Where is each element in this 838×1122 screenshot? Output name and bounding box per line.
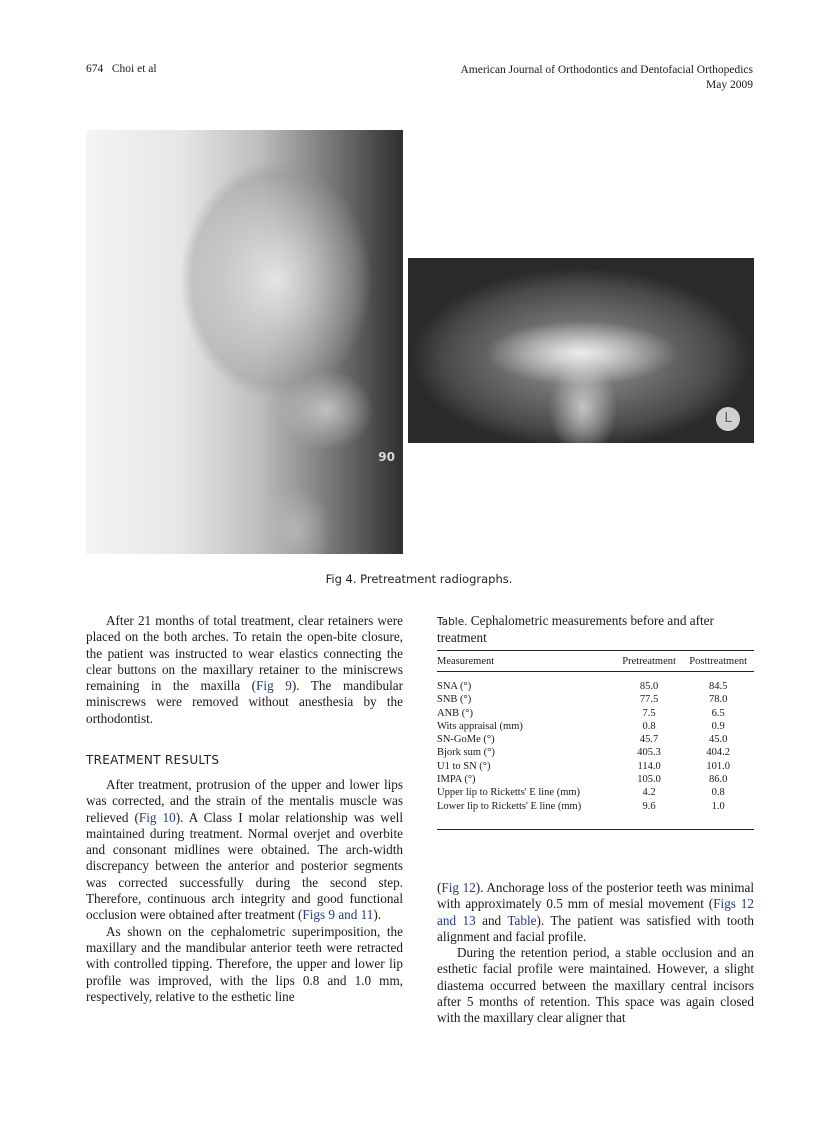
fig-10-link[interactable]: Fig 10: [138, 809, 176, 825]
journal-name: American Journal of Orthodontics and Dentofacial Orthopedics: [460, 64, 753, 76]
header-measurement: Measurement: [437, 656, 495, 667]
table-row: ANB (°) 7.5 6.5: [437, 707, 725, 719]
cephalometric-radiograph: [86, 130, 403, 554]
running-header-left: [86, 63, 157, 75]
table-row: Bjork sum (°) 405.3 404.2: [437, 747, 730, 759]
pano-marker: L: [716, 407, 740, 431]
left-column-top: [86, 613, 403, 727]
paragraph-superimposition: As shown on the cephalometric superimposition, the maxillary and the mandibular anterior teeth were retracted with controlled tipping. Therefore, the upper and lower lip profile was improved, with the lips 0.8 and 1.0 mm, respectively, relative to the esthetic line: [86, 923, 403, 1004]
cephalometric-table: [437, 650, 754, 819]
table-row: Lower lip to Ricketts' E line (mm) 9.6 1.0: [437, 800, 725, 812]
issue-date: May 2009: [706, 78, 753, 91]
ceph-marker: 90: [378, 450, 395, 464]
section-heading: TREATMENT RESULTS: [86, 753, 220, 767]
running-header-right: [460, 63, 753, 92]
page-number: 674: [86, 63, 104, 75]
table-row: SNA (°) 85.0 84.5: [437, 681, 728, 692]
table-row: U1 to SN (°) 114.0 101.0: [437, 760, 730, 772]
author-line: Choi et al: [111, 63, 157, 75]
table-link[interactable]: Table: [507, 912, 537, 928]
table-row: Wits appraisal (mm) 0.8 0.9: [437, 720, 725, 732]
paragraph-results: After treatment, protrusion of the upper and lower lips was corrected, and the strain of the mentalis muscle was relieved (Fig 10). A Class I molar relationship was well maintained during treatment. Normal overjet and overbite and consonant midlines were obtained. The arch-width discrepancy between the anterior and posterior segments was corrected successfully during the second step. Therefore, continuous arch integrity and good functional occlusion were obtained after treatment (Figs 9 and 11).: [86, 777, 403, 923]
figs-12-13-link[interactable]: Figs 12 and 13: [437, 896, 754, 928]
table-row: SNB (°) 77.5 78.0: [437, 694, 728, 706]
paragraph-anchorage: (Fig 12). Anchorage loss of the posterior teeth was minimal with approximately 0.5 mm of mesial movement (Figs 12 and 13 and Table). The patient was satisfied with tooth alignment and facial profile.: [437, 880, 754, 944]
table-row: SN-GoMe (°) 45.7 45.0: [437, 734, 728, 746]
table-title: [437, 613, 754, 647]
table-row: Upper lip to Ricketts' E line (mm) 4.2 0.8: [437, 787, 725, 799]
panoramic-radiograph: [408, 258, 754, 443]
right-column-bottom: [437, 880, 754, 1027]
table-title-text: Cephalometric measurements before and after treatment: [437, 613, 714, 646]
fig-9-link[interactable]: Fig 9: [256, 678, 292, 694]
figs-9-11-link[interactable]: Figs 9 and 11: [302, 907, 374, 923]
table-header-row: [437, 651, 754, 672]
table-row: IMPA (°) 105.0 86.0: [437, 774, 728, 786]
paragraph-retention: During the retention period, a stable occlusion and an esthetic facial profile were maintained. However, a slight diastema occurred between the maxillary central incisors after 5 months of retention. This space was again closed with the maxillary clear aligner that: [437, 945, 754, 1026]
fig-12-link[interactable]: Fig 12: [441, 880, 476, 895]
header-posttreatment: Posttreatment: [689, 656, 748, 667]
figure-caption: Fig 4. Pretreatment radiographs.: [325, 572, 513, 586]
table-bottom-rule: [437, 829, 754, 830]
header-pretreatment: Pretreatment: [622, 656, 676, 667]
paragraph-retainers: After 21 months of total treatment, clear retainers were placed on the both arches. To retain the open-bite closure, the patient was instructed to wear elastics connecting the clear buttons on the maxillary retainer to the miniscrews remaining in the maxilla (Fig 9). The mandibular miniscrews were removed without anesthesia by the orthodontist.: [86, 613, 404, 726]
left-column-bottom: [86, 777, 403, 1005]
table-label: Table.: [437, 616, 468, 628]
